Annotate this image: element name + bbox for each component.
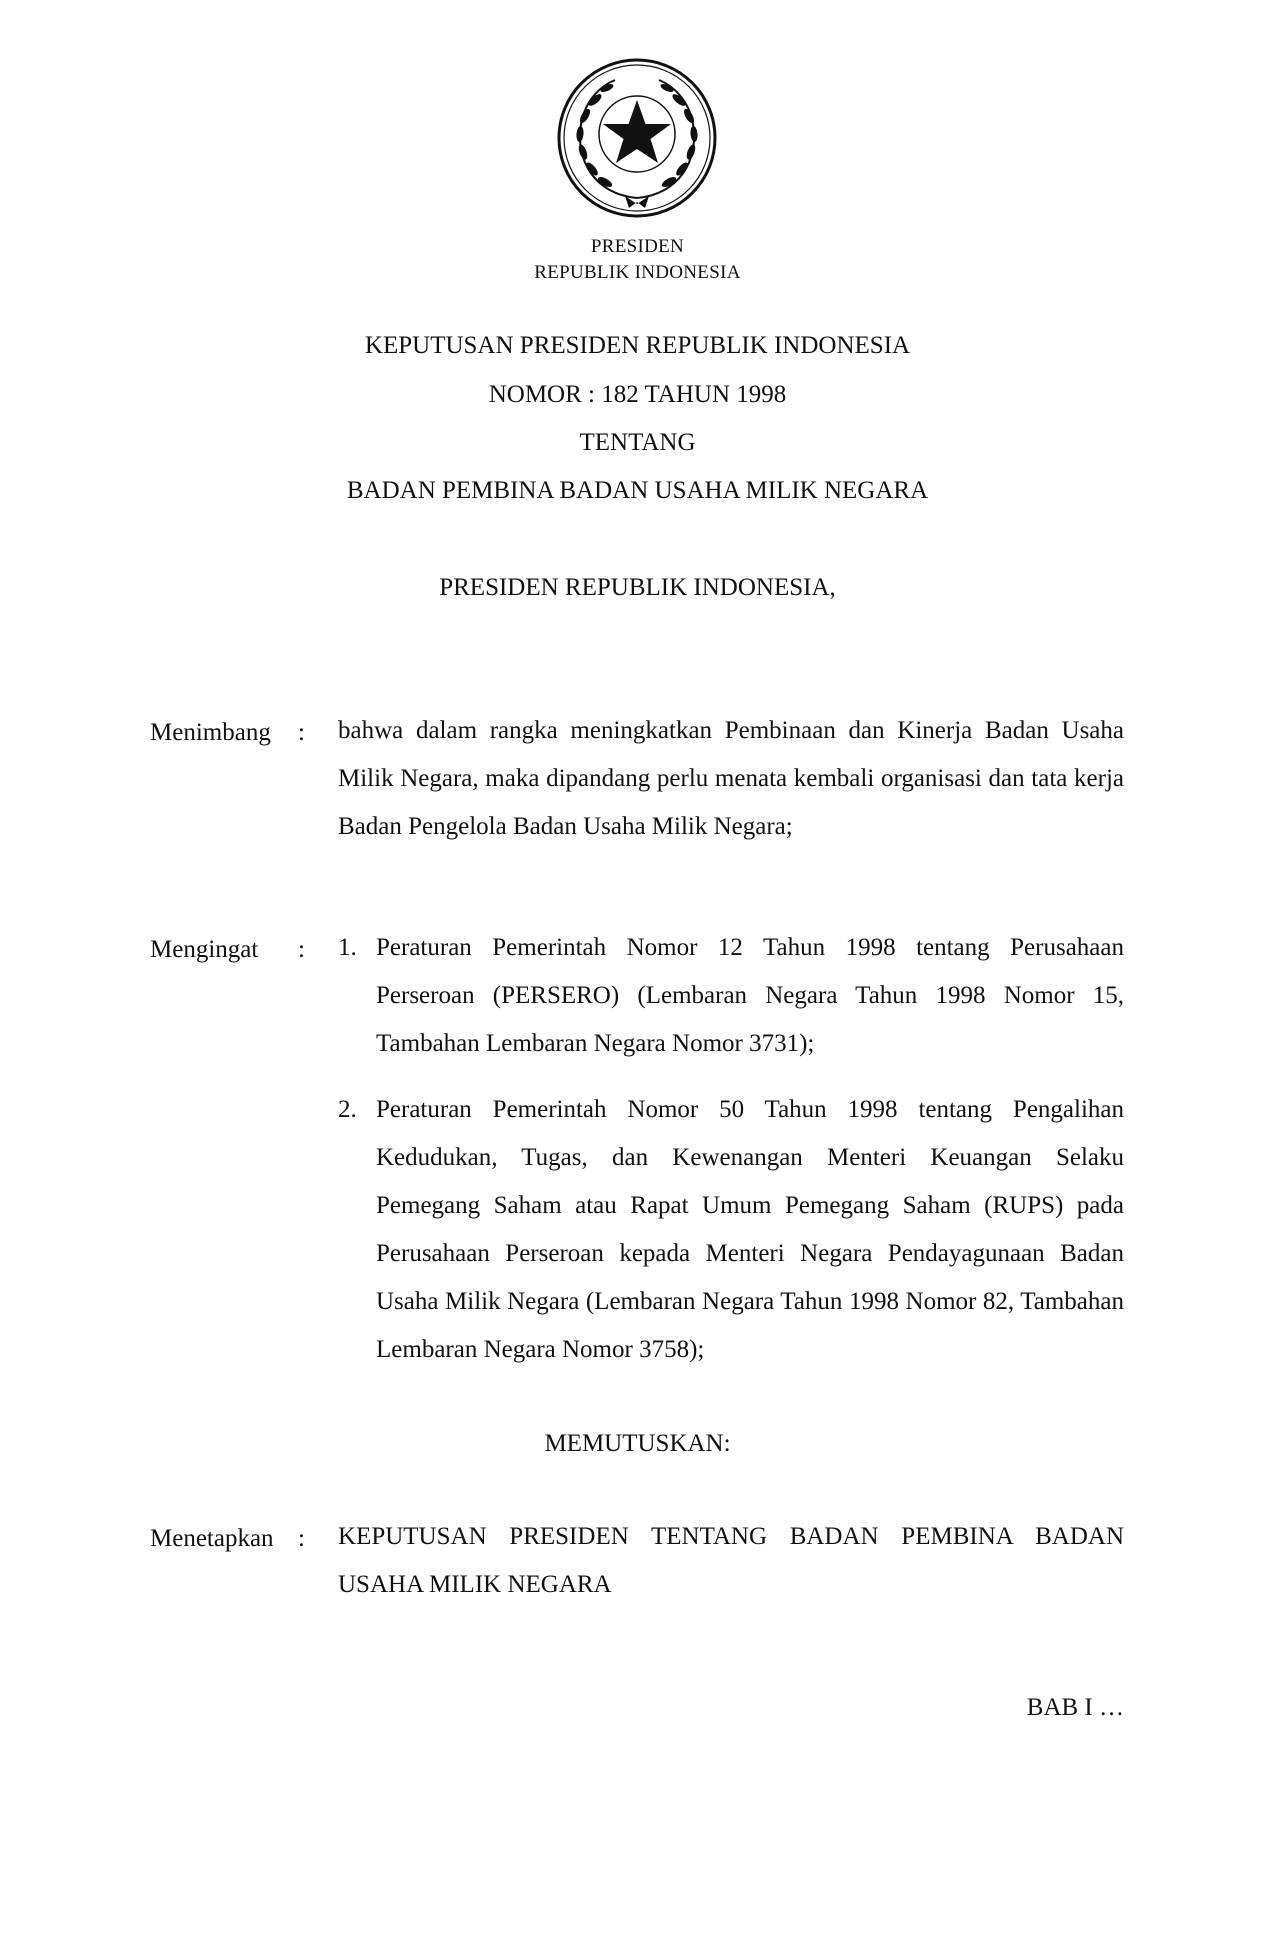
mengingat-item-1-number: 1. <box>338 934 357 961</box>
decree-title: KEPUTUSAN PRESIDEN REPUBLIK INDONESIA <box>364 332 911 359</box>
menetapkan-colon: : <box>298 1525 305 1552</box>
mengingat-item-1-text: Peraturan Pemerintah Nomor 12 Tahun 1998 tentang Perusahaan Perseroan (PERSERO) (Lembaran Negara Tahun 1998 Nomor 15, Tambahan Lembaran Negara Nomor 3731); <box>376 934 1124 1057</box>
mengingat-label: Mengingat <box>150 936 259 963</box>
presidential-emblem-icon <box>555 56 719 220</box>
next-page-marker: BAB I … <box>1026 1694 1124 1721</box>
mengingat-item-2-number: 2. <box>338 1096 357 1123</box>
issuer-line: PRESIDEN REPUBLIK INDONESIA, <box>439 574 836 601</box>
mengingat-colon: : <box>298 936 305 963</box>
header-republik-indonesia: REPUBLIK INDONESIA <box>534 262 741 283</box>
decree-number: NOMOR : 182 TAHUN 1998 <box>488 381 787 408</box>
decree-subject: BADAN PEMBINA BADAN USAHA MILIK NEGARA <box>346 477 929 504</box>
mengingat-item-2-text: Peraturan Pemerintah Nomor 50 Tahun 1998 tentang Pengalihan Kedudukan, Tugas, dan Kewenangan Menteri Keuangan Selaku Pemegang Saham atau Rapat Umum Pemegang Saham (RUPS) pada Perusahaan Perseroan kepada Menteri Negara Pendayagunaan Badan Usaha Milik Negara (Lembaran Negara Tahun 1998 Nomor 82, Tambahan Lembaran Negara Nomor 3758); <box>376 1096 1124 1363</box>
menimbang-text: bahwa dalam rangka meningkatkan Pembinaan dan Kinerja Badan Usaha Milik Negara, maka dipandang perlu menata kembali organisasi dan tata kerja Badan Pengelola Badan Usaha Milik Negara; <box>338 717 1124 840</box>
menetapkan-label: Menetapkan <box>150 1525 274 1552</box>
memutuskan-heading: MEMUTUSKAN: <box>544 1430 731 1457</box>
menetapkan-text: KEPUTUSAN PRESIDEN TENTANG BADAN PEMBINA BADAN USAHA MILIK NEGARA <box>338 1523 1124 1598</box>
menimbang-label: Menimbang <box>150 719 271 746</box>
header-presiden: PRESIDEN <box>590 236 685 257</box>
menimbang-colon: : <box>298 719 305 746</box>
decree-tentang: TENTANG <box>579 429 696 456</box>
